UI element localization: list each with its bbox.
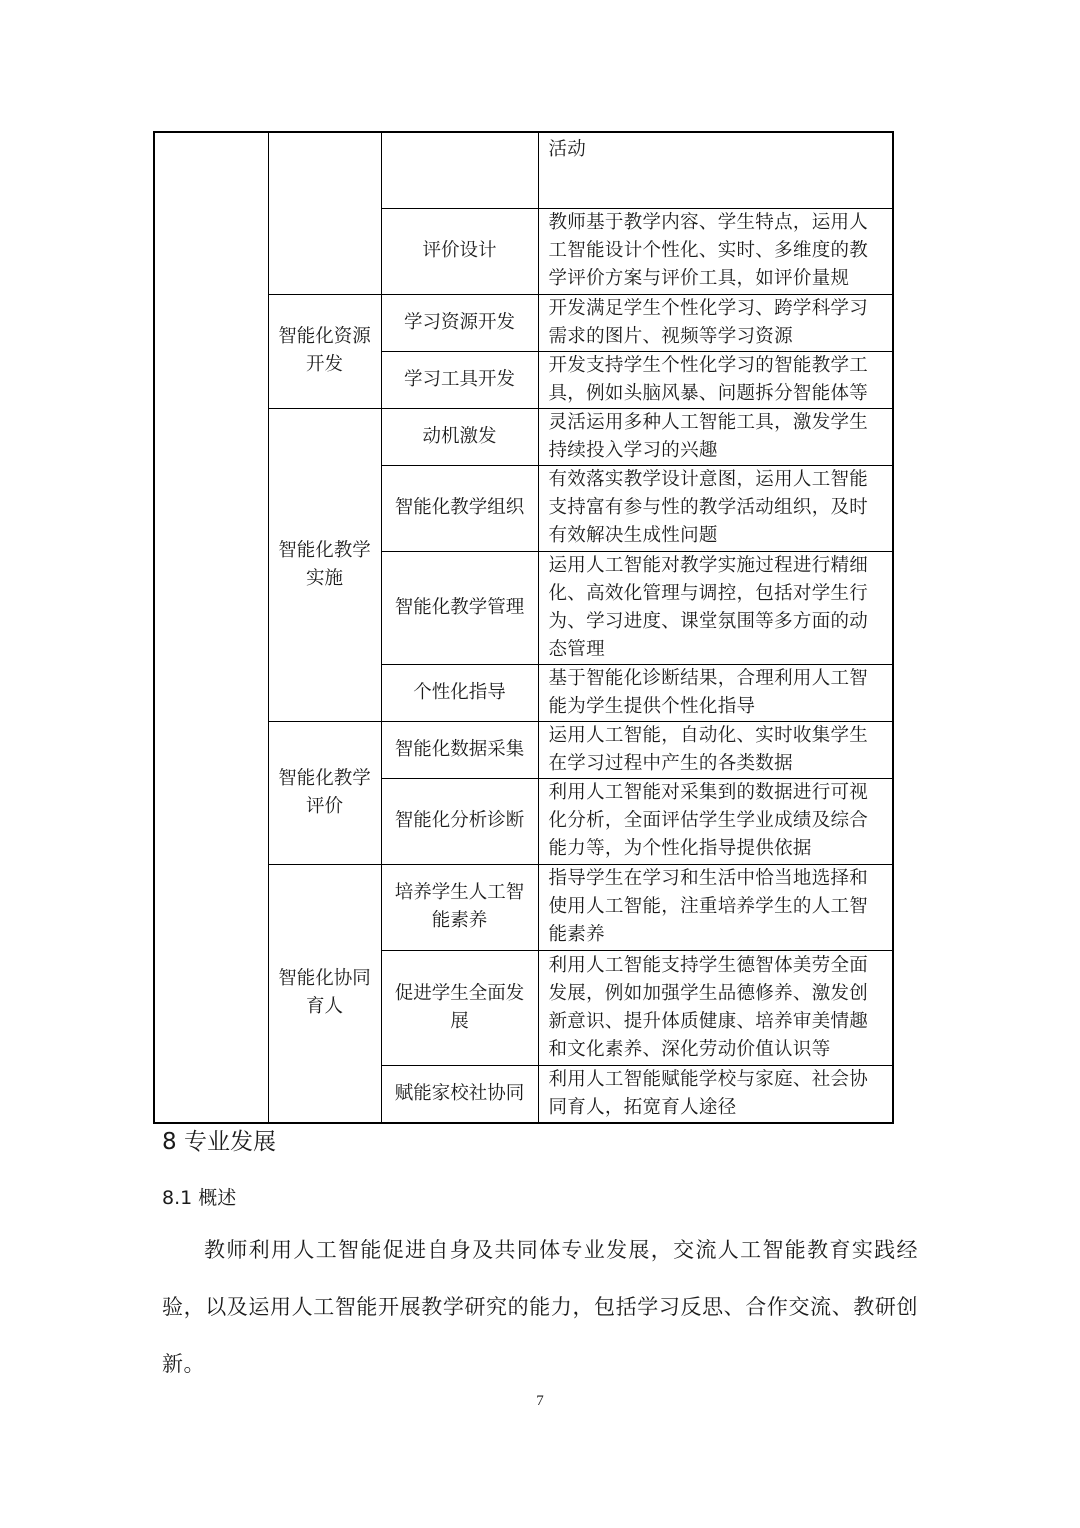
category-cell xyxy=(268,721,381,864)
item-text: 促进学生全面发展 xyxy=(394,982,525,1032)
description-text: 运用人工智能，自动化、实时收集学生在学习过程中产生的各类数据 xyxy=(548,724,869,774)
item-cell xyxy=(381,778,538,864)
category-text: 智能化协同育人 xyxy=(278,968,371,1017)
description-cell xyxy=(538,664,893,721)
description-text: 开发满足学生个性化学习、跨学科学习需求的图片、视频等学习资源 xyxy=(548,297,869,347)
category-cell xyxy=(268,294,381,408)
item-text: 学习资源开发 xyxy=(403,311,515,333)
item-text: 评价设计 xyxy=(422,240,497,261)
description-text: 指导学生在学习和生活中恰当地选择和使用人工智能，注重培养学生的人工智能素养 xyxy=(548,868,869,945)
item-text: 学习工具开发 xyxy=(403,368,515,390)
item-text: 动机激发 xyxy=(422,425,497,447)
section-heading: 8 专业发展 xyxy=(162,1129,276,1155)
description-text: 有效落实教学设计意图，运用人工智能支持富有参与性的教学活动组织，及时有效解决生成性问题 xyxy=(548,469,869,546)
item-cell xyxy=(381,551,538,664)
description-cell xyxy=(538,950,893,1065)
category-cell xyxy=(268,864,381,1123)
category-text: 智能化教学评价 xyxy=(278,767,371,817)
description-cell xyxy=(538,1065,893,1123)
item-cell xyxy=(381,664,538,721)
item-text: 智能化教学管理 xyxy=(394,596,525,618)
competency-table xyxy=(153,131,894,1124)
description-cell xyxy=(538,351,893,408)
description-cell xyxy=(538,408,893,465)
description-cell xyxy=(538,864,893,950)
dimension-cell xyxy=(154,132,268,1123)
item-cell xyxy=(381,294,538,351)
description-text: 教师基于教学内容、学生特点，运用人工智能设计个性化、实时、多维度的教学评价方案与评价工具，如评价量规 xyxy=(548,212,869,289)
body-paragraph: 教师利用人工智能促进自身及共同体专业发展，交流人工智能教育实践经验，以及运用人工智能开展教学研究的能力，包括学习反思、合作交流、教研创新。 xyxy=(162,1238,918,1376)
item-cell xyxy=(381,1065,538,1123)
category-text: 智能化资源开发 xyxy=(278,326,371,375)
item-cell xyxy=(381,351,538,408)
description-text: 开发支持学生个性化学习的智能教学工具，例如头脑风暴、问题拆分智能体等 xyxy=(548,354,869,404)
description-text: 利用人工智能支持学生德智体美劳全面发展，例如加强学生品德修养、激发创新意识、提升体质健康、培养审美情趣和文化素养、深化劳动价值认识等 xyxy=(548,954,869,1060)
description-cell xyxy=(538,721,893,778)
item-text: 赋能家校社协同 xyxy=(394,1082,525,1104)
description-text: 基于智能化诊断结果，合理利用人工智能为学生提供个性化指导 xyxy=(548,667,869,717)
item-cell xyxy=(381,208,538,294)
item-text: 智能化分析诊断 xyxy=(394,810,525,831)
description-text: 运用人工智能对教学实施过程进行精细化、高效化管理与调控，包括对学生行为、学习进度、课堂氛围等多方面的动态管理 xyxy=(548,554,869,660)
page-number: 7 xyxy=(536,1393,544,1409)
description-text: 活动 xyxy=(548,139,587,160)
item-cell xyxy=(381,465,538,551)
subsection-heading: 8.1 概述 xyxy=(162,1187,237,1209)
item-text: 个性化指导 xyxy=(413,681,506,703)
item-cell xyxy=(381,864,538,950)
category-cell xyxy=(268,408,381,721)
item-cell xyxy=(381,721,538,778)
description-cell xyxy=(538,465,893,551)
item-text: 智能化教学组织 xyxy=(394,497,525,518)
description-text: 灵活运用多种人工智能工具，激发学生持续投入学习的兴趣 xyxy=(548,411,869,461)
item-cell xyxy=(381,132,538,208)
table-row xyxy=(154,132,893,208)
description-text: 利用人工智能对采集到的数据进行可视化分析，全面评估学生学业成绩及综合能力等，为个性化指导提供依据 xyxy=(548,782,869,859)
item-text: 培养学生人工智能素养 xyxy=(394,882,525,931)
item-cell xyxy=(381,408,538,465)
item-cell xyxy=(381,950,538,1065)
description-text: 利用人工智能赋能学校与家庭、社会协同育人，拓宽育人途径 xyxy=(548,1068,869,1118)
description-cell xyxy=(538,778,893,864)
description-cell xyxy=(538,132,893,208)
category-cell xyxy=(268,132,381,294)
description-cell xyxy=(538,208,893,294)
item-text: 智能化数据采集 xyxy=(394,738,525,760)
category-text: 智能化教学实施 xyxy=(278,539,371,589)
description-cell xyxy=(538,294,893,351)
description-cell xyxy=(538,551,893,664)
